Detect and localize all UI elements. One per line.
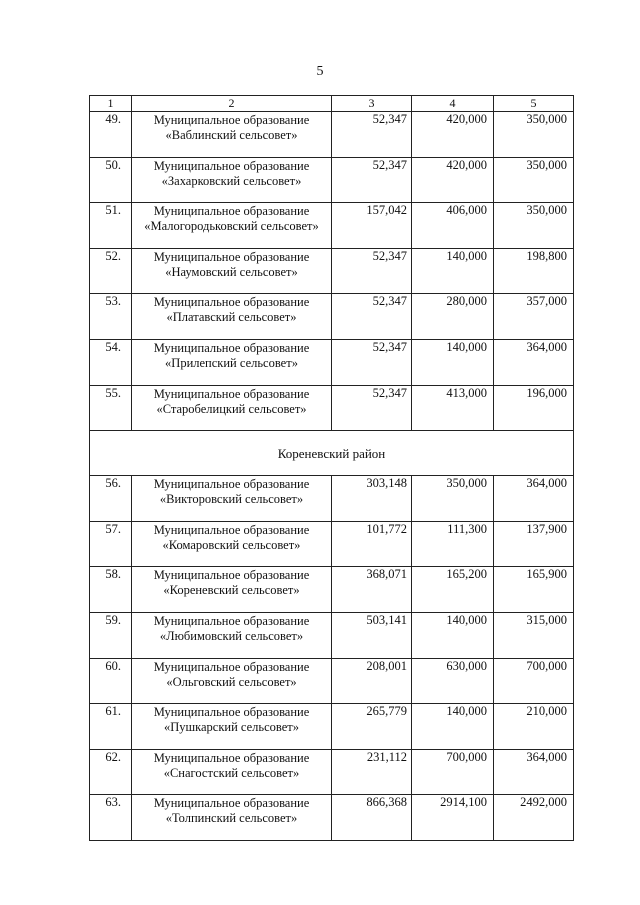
value-col-3: 52,347 (332, 385, 412, 431)
municipality-type: Муниципальное образование (153, 249, 310, 264)
value-col-3: 866,368 (332, 795, 412, 841)
table-row (90, 704, 574, 750)
municipality-type: Муниципальное образование (153, 522, 310, 537)
municipality-type: Муниципальное образование (153, 340, 310, 355)
municipality-type: Муниципальное образование (153, 613, 310, 628)
value-col-4: 140,000 (412, 612, 494, 658)
row-number: 59. (90, 612, 132, 658)
municipality-title: «Малогородьковский сельсовет» (144, 219, 319, 234)
table-row (90, 294, 574, 340)
municipality-name (132, 612, 332, 658)
municipality-name (132, 704, 332, 750)
table-row (90, 612, 574, 658)
row-number: 60. (90, 658, 132, 704)
value-col-4: 406,000 (412, 203, 494, 249)
value-col-5: 165,900 (494, 567, 574, 613)
municipality-type: Муниципальное образование (153, 386, 310, 401)
table-row (90, 385, 574, 431)
municipality-name (132, 521, 332, 567)
table-row (90, 795, 574, 841)
municipality-type: Муниципальное образование (153, 158, 310, 173)
value-col-4: 420,000 (412, 157, 494, 203)
value-col-4: 420,000 (412, 112, 494, 158)
table-row (90, 521, 574, 567)
column-header-3: 3 (332, 96, 412, 112)
row-number: 51. (90, 203, 132, 249)
value-col-5: 700,000 (494, 658, 574, 704)
value-col-5: 364,000 (494, 476, 574, 522)
value-col-5: 357,000 (494, 294, 574, 340)
value-col-3: 52,347 (332, 248, 412, 294)
municipality-name (132, 385, 332, 431)
municipality-type: Муниципальное образование (153, 295, 310, 310)
municipality-type: Муниципальное образование (153, 796, 310, 811)
row-number: 50. (90, 157, 132, 203)
table-row (90, 112, 574, 158)
row-number: 57. (90, 521, 132, 567)
municipality-name (132, 248, 332, 294)
row-number: 62. (90, 749, 132, 795)
value-col-5: 137,900 (494, 521, 574, 567)
value-col-4: 2914,100 (412, 795, 494, 841)
municipality-title: «Комаровский сельсовет» (162, 537, 301, 552)
municipality-name (132, 294, 332, 340)
municipality-title: «Ольговский сельсовет» (166, 674, 297, 689)
municipality-title: «Викторовский сельсовет» (159, 492, 304, 507)
value-col-3: 303,148 (332, 476, 412, 522)
municipality-name (132, 658, 332, 704)
municipality-title: «Толпинский сельсовет» (165, 811, 298, 826)
municipality-title: «Снагостский сельсовет» (163, 765, 300, 780)
municipality-title: «Пушкарский сельсовет» (163, 720, 300, 735)
value-col-5: 210,000 (494, 704, 574, 750)
municipality-type: Муниципальное образование (153, 204, 310, 219)
municipality-type: Муниципальное образование (153, 568, 310, 583)
municipality-type: Муниципальное образование (153, 477, 310, 492)
municipality-title: «Захарковский сельсовет» (161, 173, 302, 188)
table-row (90, 248, 574, 294)
municipality-name (132, 476, 332, 522)
municipality-title: «Ваблинский сельсовет» (165, 128, 298, 142)
municipality-type: Муниципальное образование (153, 750, 310, 765)
municipality-name (132, 567, 332, 613)
value-col-5: 2492,000 (494, 795, 574, 841)
municipality-name (132, 112, 332, 158)
value-col-4: 140,000 (412, 704, 494, 750)
value-col-4: 413,000 (412, 385, 494, 431)
header-row (90, 96, 574, 112)
municipality-name (132, 795, 332, 841)
table-row (90, 339, 574, 385)
value-col-4: 350,000 (412, 476, 494, 522)
row-number: 52. (90, 248, 132, 294)
municipality-title: «Старобелицкий сельсовет» (156, 401, 307, 416)
row-number: 53. (90, 294, 132, 340)
value-col-3: 52,347 (332, 294, 412, 340)
value-col-3: 231,112 (332, 749, 412, 795)
row-number: 54. (90, 339, 132, 385)
value-col-4: 280,000 (412, 294, 494, 340)
municipality-name (132, 749, 332, 795)
value-col-5: 350,000 (494, 157, 574, 203)
value-col-3: 52,347 (332, 157, 412, 203)
column-header-4: 4 (412, 96, 494, 112)
municipal-table (89, 95, 574, 841)
municipality-title: «Прилепский сельсовет» (165, 355, 298, 370)
value-col-4: 111,300 (412, 521, 494, 567)
table-row (90, 749, 574, 795)
value-col-5: 364,000 (494, 339, 574, 385)
value-col-4: 630,000 (412, 658, 494, 704)
municipality-name (132, 339, 332, 385)
municipality-title: «Кореневский сельсовет» (163, 583, 300, 598)
page-number: 5 (316, 64, 324, 79)
row-number: 49. (90, 112, 132, 158)
table-row (90, 658, 574, 704)
row-number: 58. (90, 567, 132, 613)
municipality-title: «Любимовский сельсовет» (159, 628, 304, 643)
row-number: 55. (90, 385, 132, 431)
value-col-3: 208,001 (332, 658, 412, 704)
municipality-title: «Наумовский сельсовет» (165, 264, 298, 279)
value-col-3: 368,071 (332, 567, 412, 613)
column-header-2: 2 (132, 96, 332, 112)
table-row (90, 567, 574, 613)
value-col-5: 315,000 (494, 612, 574, 658)
value-col-5: 198,800 (494, 248, 574, 294)
table-row (90, 157, 574, 203)
municipality-title: «Платавский сельсовет» (166, 310, 297, 325)
municipality-type: Муниципальное образование (153, 705, 310, 720)
municipality-type: Муниципальное образование (153, 659, 310, 674)
section-title: Кореневский район (90, 431, 574, 476)
value-col-5: 364,000 (494, 749, 574, 795)
value-col-3: 52,347 (332, 112, 412, 158)
value-col-4: 700,000 (412, 749, 494, 795)
value-col-3: 157,042 (332, 203, 412, 249)
value-col-3: 503,141 (332, 612, 412, 658)
value-col-4: 140,000 (412, 339, 494, 385)
table-row (90, 476, 574, 522)
municipality-type: Муниципальное образование (153, 113, 310, 127)
column-header-5: 5 (494, 96, 574, 112)
value-col-5: 350,000 (494, 112, 574, 158)
value-col-4: 165,200 (412, 567, 494, 613)
table-row (90, 203, 574, 249)
row-number: 61. (90, 704, 132, 750)
row-number: 56. (90, 476, 132, 522)
municipality-name (132, 203, 332, 249)
value-col-3: 101,772 (332, 521, 412, 567)
municipality-name (132, 157, 332, 203)
column-header-1: 1 (90, 96, 132, 112)
value-col-5: 196,000 (494, 385, 574, 431)
value-col-3: 265,779 (332, 704, 412, 750)
section-row (90, 431, 574, 476)
value-col-4: 140,000 (412, 248, 494, 294)
value-col-5: 350,000 (494, 203, 574, 249)
value-col-3: 52,347 (332, 339, 412, 385)
row-number: 63. (90, 795, 132, 841)
